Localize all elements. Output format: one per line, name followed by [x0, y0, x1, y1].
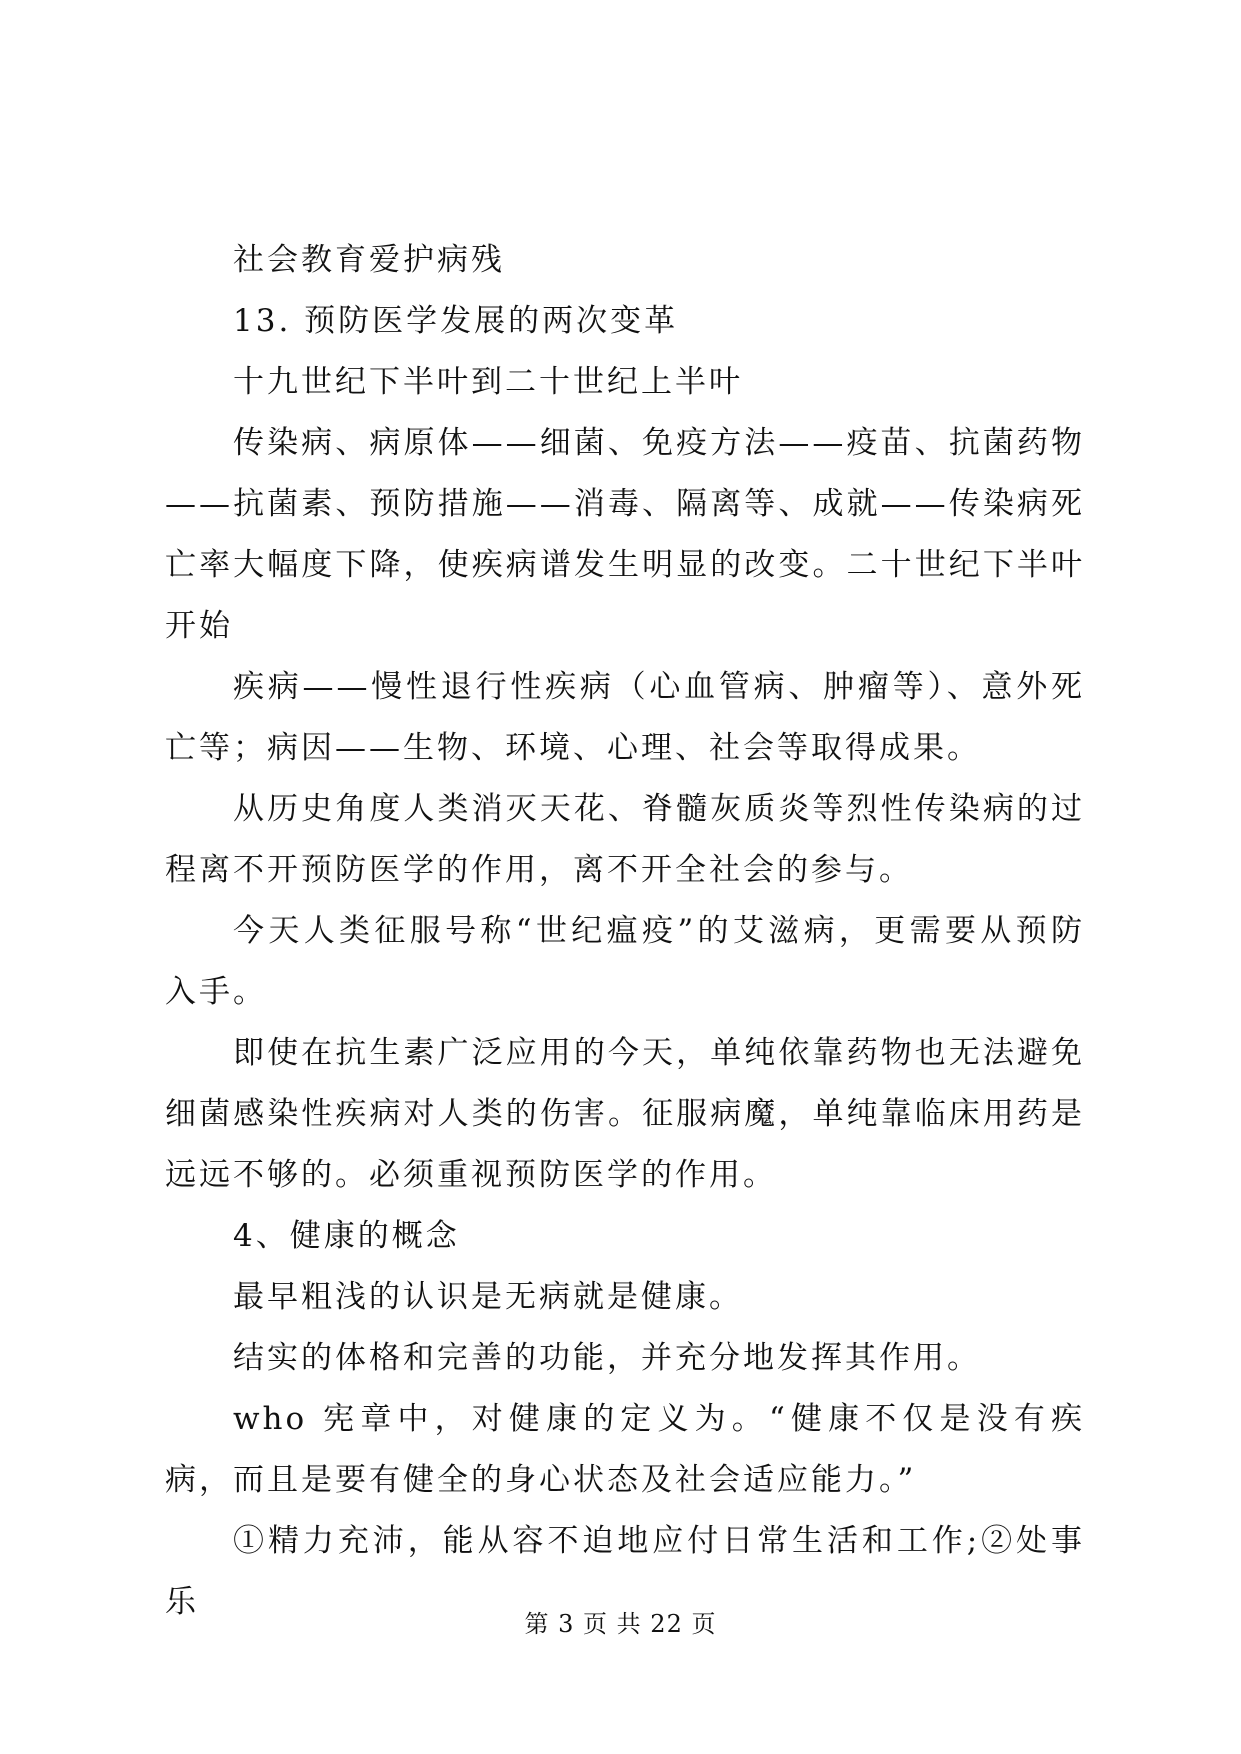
- paragraph: 社会教育爱护病残: [233, 242, 505, 278]
- section-heading: 4、健康的概念: [233, 1218, 460, 1254]
- paragraph: 疾病——慢性退行性疾病（心血管病、肿瘤等）、意外死亡等；病因——生物、环境、心理、社会等取得成果。: [165, 669, 1085, 766]
- paragraph: 即使在抗生素广泛应用的今天，单纯依靠药物也无法避免细菌感染性疾病对人类的伤害。征服病魔，单纯靠临床用药是远远不够的。必须重视预防医学的作用。: [165, 1035, 1085, 1193]
- document-body: [165, 230, 1085, 1633]
- paragraph: 传染病、病原体——细菌、免疫方法——疫苗、抗菌药物——抗菌素、预防措施——消毒、隔离等、成就——传染病死亡率大幅度下降，使疾病谱发生明显的改变。二十世纪下半叶开始: [165, 425, 1085, 644]
- paragraph: who 宪章中，对健康的定义为。“健康不仅是没有疾病，而且是要有健全的身心状态及社会适应能力。”: [165, 1401, 1085, 1498]
- paragraph: 今天人类征服号称“世纪瘟疫”的艾滋病，更需要从预防入手。: [165, 913, 1085, 1010]
- paragraph: 十九世纪下半叶到二十世纪上半叶: [233, 364, 743, 400]
- paragraph: 最早粗浅的认识是无病就是健康。: [233, 1279, 743, 1315]
- paragraph: 从历史角度人类消灭天花、脊髓灰质炎等烈性传染病的过程离不开预防医学的作用，离不开全社会的参与。: [165, 791, 1085, 888]
- page-number-footer: 第 3 页 共 22 页: [524, 1610, 717, 1638]
- section-heading: 13. 预防医学发展的两次变革: [233, 303, 679, 339]
- paragraph: ①精力充沛，能从容不迫地应付日常生活和工作;②处事乐: [165, 1523, 1085, 1620]
- paragraph: 结实的体格和完善的功能，并充分地发挥其作用。: [233, 1340, 981, 1376]
